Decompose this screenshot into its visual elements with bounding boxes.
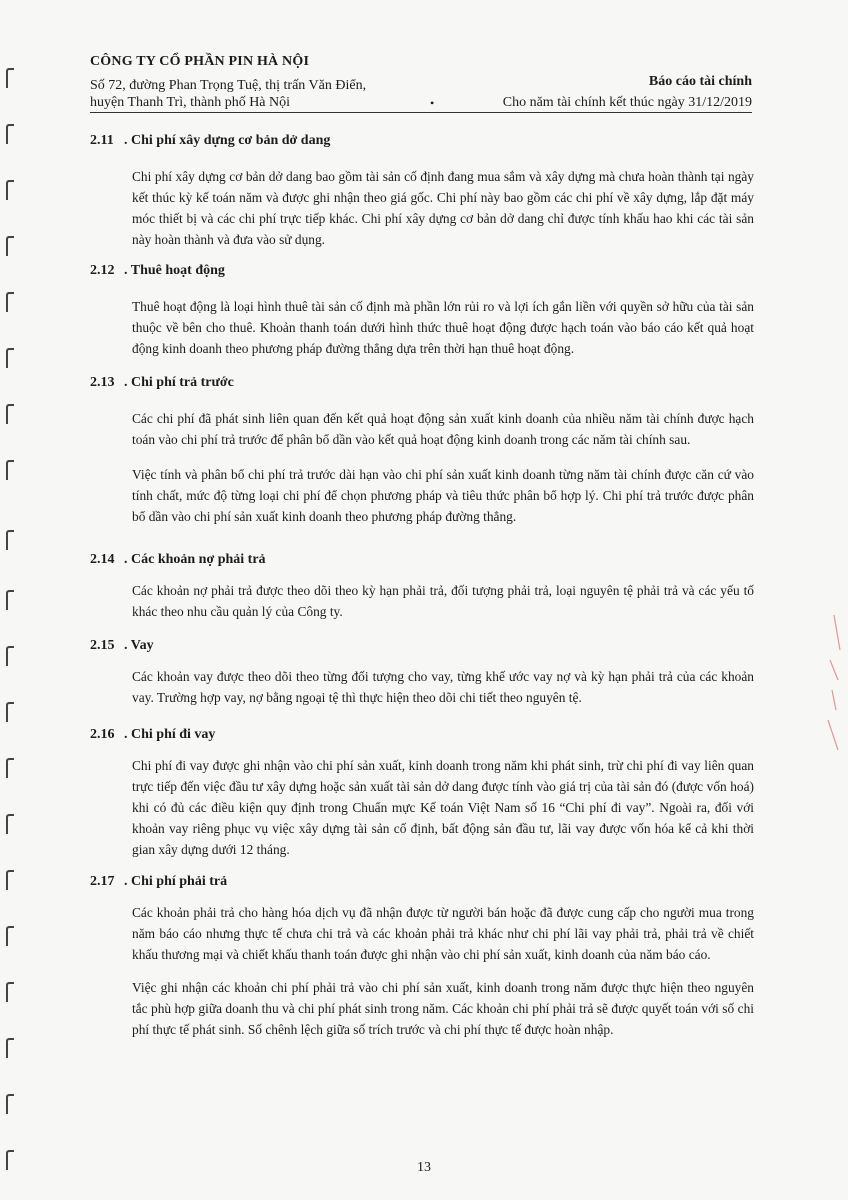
section-heading bbox=[90, 638, 754, 654]
binder-mark bbox=[6, 1094, 14, 1114]
report-title: Báo cáo tài chính bbox=[648, 74, 752, 89]
binder-mark bbox=[6, 646, 14, 666]
section-2-12 bbox=[90, 263, 754, 359]
section-2-16 bbox=[90, 727, 754, 860]
section-heading bbox=[90, 375, 754, 391]
binder-mark bbox=[6, 236, 14, 256]
section-number: 2.15 bbox=[90, 638, 115, 653]
section-number: 2.12 bbox=[90, 263, 115, 278]
section-title: . Các khoản nợ phải trả bbox=[124, 552, 266, 567]
binder-mark bbox=[6, 68, 14, 88]
binder-mark bbox=[6, 292, 14, 312]
page-number: 13 bbox=[417, 1160, 431, 1175]
section-number: 2.14 bbox=[90, 552, 115, 567]
binder-mark bbox=[6, 926, 14, 946]
section-title: . Chi phí đi vay bbox=[124, 727, 216, 742]
binder-mark bbox=[6, 814, 14, 834]
header-bullet: • bbox=[430, 96, 435, 110]
section-title: . Vay bbox=[124, 638, 154, 653]
section-heading bbox=[90, 552, 754, 568]
report-period: Cho năm tài chính kết thúc ngày 31/12/2019 bbox=[502, 95, 752, 110]
paragraph: Thuê hoạt động là loại hình thuê tài sản cố định mà phần lớn rủi ro và lợi ích gắn liền với quyền sở hữu của tài sản thuộc về bên cho thuê. Khoản thanh toán dưới hình thức thuê hoạt động được hạch toán vào báo cáo kết quả hoạt động kinh doanh theo phương pháp đường thẳng dựa trên thời hạn thuê hoạt động. bbox=[132, 299, 754, 356]
binder-mark bbox=[6, 758, 14, 778]
binder-mark bbox=[6, 982, 14, 1002]
section-2-14 bbox=[90, 552, 754, 622]
section-title: . Chi phí phải trả bbox=[124, 874, 228, 889]
paragraph: Các chi phí đã phát sinh liên quan đến kết quả hoạt động sản xuất kinh doanh của nhiều năm tài chính được hạch toán vào chi phí trả trước để phân bổ dần vào kết quả hoạt động kinh doanh trong các năm tài chính sau. bbox=[132, 411, 754, 447]
section-heading bbox=[90, 874, 754, 890]
section-heading bbox=[90, 263, 754, 279]
binder-mark bbox=[6, 590, 14, 610]
section-title: . Chi phí trả trước bbox=[124, 375, 234, 390]
binder-mark bbox=[6, 404, 14, 424]
binder-mark bbox=[6, 124, 14, 144]
binder-mark bbox=[6, 702, 14, 722]
paragraph: Các khoản nợ phải trả được theo dõi theo kỳ hạn phải trả, đối tượng phải trả, loại nguyên tệ phải trả và các yếu tố khác theo nhu cầu quản lý của Công ty. bbox=[132, 583, 754, 619]
section-number: 2.17 bbox=[90, 874, 115, 889]
section-number: 2.11 bbox=[90, 133, 114, 148]
section-2-11 bbox=[90, 133, 754, 250]
paragraph: Việc tính và phân bổ chi phí trả trước dài hạn vào chi phí sản xuất kinh doanh từng năm tài chính được căn cứ vào tính chất, mức độ từng loại chi phí để chọn phương pháp và tiêu thức phân bổ hợp lý. Chi phí trả trước được phân bổ dần vào chi phí sản xuất kinh doanh theo phương pháp đường thẳng. bbox=[132, 467, 754, 524]
company-name: CÔNG TY CỔ PHẦN PIN HÀ NỘI bbox=[90, 54, 310, 69]
paragraph: Chi phí xây dựng cơ bản dở dang bao gồm tài sản cố định đang mua sắm và xây dựng mà chưa hoàn thành tại ngày kết thúc kỳ kế toán năm và được ghi nhận theo giá gốc. Chi phí này bao gồm các chi phí về xây dựng, lắp đặt máy móc thiết bị và các chi phí trực tiếp khác. Chi phí xây dựng cơ bản dở dang chỉ được tính khấu hao khi các tài sản này hoàn thành và đưa vào sử dụng. bbox=[132, 169, 754, 247]
section-heading bbox=[90, 727, 754, 743]
binder-mark bbox=[6, 348, 14, 368]
company-address-line2: huyện Thanh Trì, thành phố Hà Nội bbox=[90, 95, 291, 110]
binder-mark bbox=[6, 870, 14, 890]
header-divider bbox=[90, 112, 752, 113]
section-title: . Chi phí xây dựng cơ bản dở dang bbox=[124, 133, 331, 148]
paragraph: Các khoản vay được theo dõi theo từng đối tượng cho vay, từng khế ước vay nợ và kỳ hạn phải trả của các khoản vay. Trường hợp vay, nợ bằng ngoại tệ thì thực hiện theo dõi chi tiết theo nguyên tệ. bbox=[132, 669, 754, 705]
binder-mark bbox=[6, 530, 14, 550]
section-title: . Thuê hoạt động bbox=[124, 263, 225, 278]
section-heading bbox=[90, 133, 754, 149]
stamp-edge-graphic bbox=[812, 610, 842, 760]
section-2-15 bbox=[90, 638, 754, 708]
section-number: 2.13 bbox=[90, 375, 115, 390]
section-2-13 bbox=[90, 375, 754, 527]
binder-mark bbox=[6, 1038, 14, 1058]
section-number: 2.16 bbox=[90, 727, 115, 742]
section-2-17 bbox=[90, 874, 754, 1040]
binder-mark bbox=[6, 180, 14, 200]
paragraph: Các khoản phải trả cho hàng hóa dịch vụ đã nhận được từ người bán hoặc đã được cung cấp cho người mua trong năm báo cáo nhưng thực tế chưa chi trả và các khoản phải trả khác như chi phí lãi vay phải trả, phải trả về chiết khấu thương mại và chiết khấu thanh toán được ghi nhận vào chi phí sản xuất, kinh doanh của năm báo cáo. bbox=[132, 905, 754, 962]
paragraph: Việc ghi nhận các khoản chi phí phải trả vào chi phí sản xuất, kinh doanh trong năm được thực hiện theo nguyên tắc phù hợp giữa doanh thu và chi phí phát sinh trong năm. Các khoản chi phí phải trả sẽ được quyết toán với số chi phí thực tế phát sinh. Số chênh lệch giữa số trích trước và chi phí thực tế được hoàn nhập. bbox=[132, 980, 754, 1037]
paragraph: Chi phí đi vay được ghi nhận vào chi phí sản xuất, kinh doanh trong năm khi phát sinh, trừ chi phí đi vay liên quan trực tiếp đến việc đầu tư xây dựng hoặc sản xuất tài sản dở dang được tính vào giá trị của tài sản đó (được vốn hoá) khi có đủ các điều kiện quy định trong Chuẩn mực Kế toán Việt Nam số 16 “Chi phí đi vay”. Ngoài ra, đối với khoản vay riêng phục vụ việc xây dựng tài sản cố định, bất động sản đầu tư, lãi vay được vốn hóa kể cả khi thời gian xây dựng dưới 12 tháng. bbox=[132, 758, 754, 857]
binder-mark bbox=[6, 460, 14, 480]
company-address-line1: Số 72, đường Phan Trọng Tuệ, thị trấn Văn Điển, bbox=[90, 78, 367, 93]
